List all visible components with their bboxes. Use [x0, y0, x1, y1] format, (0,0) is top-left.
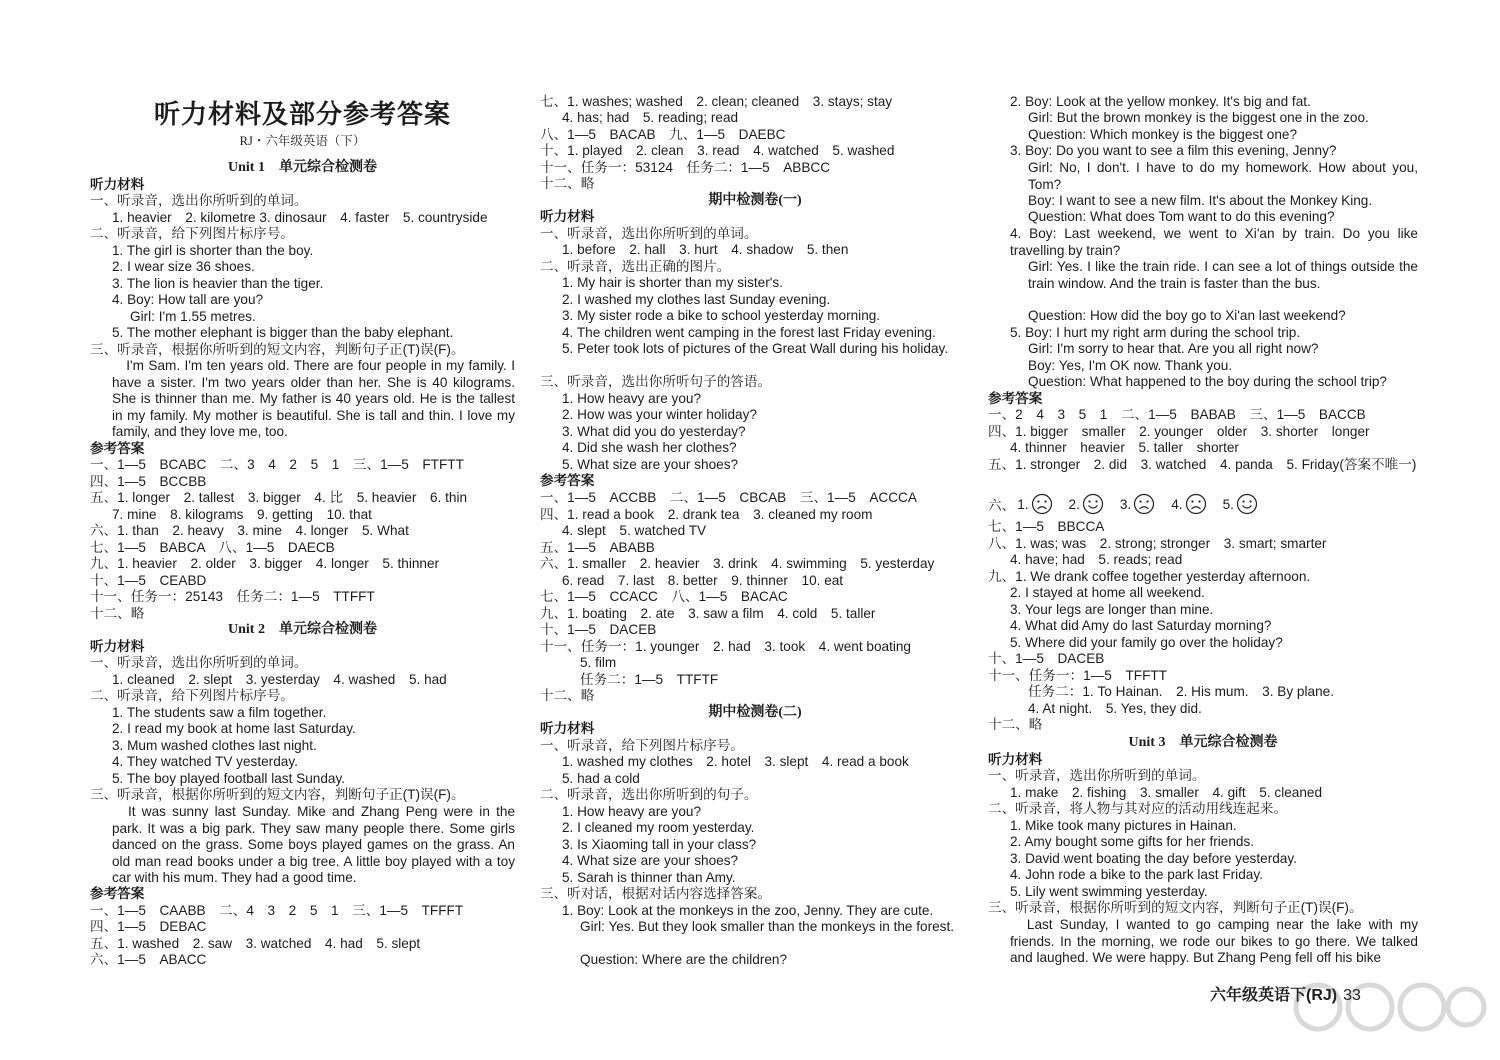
text-line: 一、听录音，给下列图片标序号。	[540, 738, 744, 753]
text-line: 3. Is Xiaoming tall in your class?	[562, 837, 757, 852]
text-line: 十、1—5 DACEB	[988, 651, 1105, 666]
text-line: 2. I cleaned my room yesterday.	[562, 820, 755, 835]
text-line: 4. What size are your shoes?	[562, 853, 739, 868]
text-line: 5. The boy played football last Sunday.	[112, 771, 346, 786]
text-line: Boy: Yes, I'm OK now. Thank you.	[1028, 358, 1233, 373]
subsection-label: 参考答案	[988, 391, 1043, 406]
text-line: 四、1—5 DEBAC	[90, 919, 207, 934]
text-line: 5. What size are your shoes?	[562, 457, 739, 472]
subsection-label: 参考答案	[90, 441, 145, 456]
text-line: 一、听录音，选出你所听到的单词。	[90, 193, 308, 208]
smiley-face-icon	[1082, 493, 1104, 515]
text-line: 2. Boy: Look at the yellow monkey. It's big and fat.	[1010, 94, 1311, 109]
text-line: 4. thinner heavier 5. taller shorter	[1010, 440, 1239, 455]
text-line: 一、听录音，选出你所听到的单词。	[90, 655, 308, 670]
text-line: Girl: But the brown monkey is the biggest one in the zoo.	[1028, 110, 1369, 125]
subsection-label: 听力材料	[540, 209, 595, 224]
text-line: Question: How did the boy go to Xi'an last weekend?	[1028, 308, 1346, 323]
text-line: 一、1—5 BCABC 二、3 4 2 5 1 三、1—5 FTFTT	[90, 457, 464, 472]
text-line: 八、1—5 BACAB 九、1—5 DAEBC	[540, 127, 786, 142]
text-line: Girl: I'm sorry to hear that. Are you all right now?	[1028, 341, 1319, 356]
subsection-label: 听力材料	[90, 177, 145, 192]
text-line: 1. Mike took many pictures in Hainan.	[1010, 818, 1237, 833]
text-line: 二、听录音，选出你所听到的句子。	[540, 787, 758, 802]
text-line: 三、听录音，根据你所听到的短文内容，判断句子正(T)误(F)。	[90, 787, 465, 802]
text-line: 三、听录音，根据你所听到的短文内容，判断句子正(T)误(F)。	[988, 900, 1363, 915]
paragraph: Girl: No, I don't. I have to do my homework. How about you, Tom?	[1028, 160, 1418, 192]
section-six-label: 六、	[988, 498, 1016, 513]
watermark-logo	[1278, 975, 1490, 1055]
text-line: 4. At night. 5. Yes, they did.	[1028, 701, 1202, 716]
text-line: 1. Boy: Look at the monkeys in the zoo, Jenny. They are cute.	[562, 903, 934, 918]
page-subtitle: RJ・六年级英语（下）	[239, 134, 366, 148]
text-line: 五、1. longer 2. tallest 3. bigger 4. 比 5. heavier 6. thin	[90, 490, 468, 505]
text-line: 4. They watched TV yesterday.	[112, 754, 298, 769]
text-line: 5. film	[580, 655, 617, 670]
text-line: 二、听录音，给下列图片标序号。	[90, 226, 294, 241]
text-line: 十、1—5 CEABD	[90, 573, 207, 588]
text-line: 2. I washed my clothes last Sunday evening.	[562, 292, 831, 307]
text-line: 六、1. smaller 2. heavier 3. drink 4. swimming 5. yesterday	[540, 556, 935, 571]
page-number: 33	[1343, 987, 1361, 1004]
text-line: 三、听对话，根据对话内容选择答案。	[540, 886, 772, 901]
section-heading: 期中检测卷(一)	[708, 193, 802, 208]
text-line: 5. Where did your family go over the holiday?	[1010, 635, 1283, 650]
text-line: 1. How heavy are you?	[562, 391, 702, 406]
text-line: 一、1—5 CAABB 二、4 3 2 5 1 三、1—5 TFFFT	[90, 903, 464, 918]
text-line: 十二、略	[540, 688, 595, 703]
sad-face-icon	[1031, 493, 1053, 515]
text-line: 十、1—5 DACEB	[540, 622, 657, 637]
subsection-label: 听力材料	[988, 752, 1043, 767]
paragraph: It was sunny last Sunday. Mike and Zhang Peng were in the park. It was a big park. They saw many people there. Some girls danced on the grass. Some boys played games on the grass. An old man read books under a big tree. A little boy played with a toy car with his mum. They had a good time.	[112, 804, 515, 886]
face-item-number: 3.	[1119, 496, 1132, 512]
text-line: 3. What did you do yesterday?	[562, 424, 746, 439]
text-line: 五、1. washed 2. saw 3. watched 4. had 5. slept	[90, 936, 421, 951]
text-line: 十一、任务一：1—5 TFFTT	[988, 668, 1167, 683]
text-line: 3. David went boating the day before yesterday.	[1010, 851, 1297, 866]
text-line: 七、1—5 BBCCA	[988, 519, 1105, 534]
text-line: 2. Amy bought some gifts for her friends.	[1010, 834, 1255, 849]
text-line: 十、1. played 2. clean 3. read 4. watched 5. washed	[540, 143, 895, 158]
text-line: 2. I stayed at home all weekend.	[1010, 585, 1205, 600]
text-line: Question: What happened to the boy during the school trip?	[1028, 374, 1387, 389]
text-line: 二、听录音，将人物与其对应的活动用线连起来。	[988, 801, 1288, 816]
face-item-number: 4.	[1171, 496, 1183, 512]
text-line: 二、听录音，给下列图片标序号。	[90, 688, 294, 703]
text-line: 一、听录音，选出你所听到的单词。	[540, 226, 758, 241]
text-line: 4. What did Amy do last Saturday morning?	[1010, 618, 1272, 633]
text-line: 十一、任务一：25143 任务二：1—5 TTFFT	[90, 589, 375, 604]
text-line: 1. washed my clothes 2. hotel 3. slept 4. read a book	[562, 754, 909, 769]
text-line: 4. slept 5. watched TV	[562, 523, 707, 538]
subsection-label: 参考答案	[540, 473, 595, 488]
paragraph: 5. Peter took lots of pictures of the Great Wall during his holiday.	[562, 341, 949, 356]
text-line: Question: What does Tom want to do this evening?	[1028, 209, 1335, 224]
text-line: Question: Where are the children?	[580, 952, 788, 967]
text-line: 二、听录音，选出正确的图片。	[540, 259, 731, 274]
paragraph: 五、1. stronger 2. did 3. watched 4. panda 5. Friday(答案不唯一)	[988, 457, 1417, 472]
text-line: 1. My hair is shorter than my sister's.	[562, 275, 783, 290]
text-line: Question: Which monkey is the biggest one?	[1028, 127, 1298, 142]
subsection-label: 参考答案	[90, 886, 145, 901]
text-line: 5. had a cold	[562, 771, 640, 786]
text-line: 六、1—5 ABACC	[90, 952, 207, 967]
paragraph: Last Sunday, I wanted to go camping near the lake with my friends. In the morning, we rode our bikes to go there. We talked and laughed. We were happy. But Zhang Peng fell off his bike	[1010, 917, 1418, 966]
text-line: 2. I read my book at home last Saturday.	[112, 721, 356, 736]
paragraph: Girl: Yes. But they look smaller than the monkeys in the forest.	[580, 919, 955, 934]
text-line: 任务二：1—5 TTFTF	[580, 672, 719, 687]
text-line: 1. cleaned 2. slept 3. yesterday 4. washed 5. had	[112, 672, 447, 687]
text-line: 6. read 7. last 8. better 9. thinner 10. eat	[562, 573, 844, 588]
text-line: 十二、略	[90, 606, 145, 621]
text-line: 一、1—5 ACCBB 二、1—5 CBCAB 三、1—5 ACCCA	[540, 490, 917, 505]
text-line: 七、1—5 BABCA 八、1—5 DAECB	[90, 540, 335, 555]
text-line: 1. make 2. fishing 3. smaller 4. gift 5. cleaned	[1010, 785, 1323, 800]
face-answers-row	[988, 493, 1272, 515]
text-line: 4. John rode a bike to the park last Friday.	[1010, 867, 1263, 882]
text-line: 任务二：1. To Hainan. 2. His mum. 3. By plane.	[1028, 684, 1334, 699]
text-line: 五、1—5 ABABB	[540, 540, 655, 555]
text-line: Girl: I'm 1.55 metres.	[130, 309, 256, 324]
sad-face-icon	[1133, 493, 1155, 515]
text-line: 四、1. read a book 2. drank tea 3. cleaned my room	[540, 507, 873, 522]
text-line: 5. Sarah is thinner than Amy.	[562, 870, 736, 885]
face-item-number: 5.	[1222, 496, 1234, 512]
text-line: 一、2 4 3 5 1 二、1—5 BABAB 三、1—5 BACCB	[988, 407, 1366, 422]
section-heading: Unit 1 单元综合检测卷	[228, 160, 377, 175]
face-item-number: 2.	[1068, 496, 1080, 512]
paragraph: 4. Boy: Last weekend, we went to Xi'an by train. Do you like travelling by train?	[1010, 226, 1418, 258]
smiley-face-icon	[1236, 493, 1258, 515]
text-line: 七、1—5 CCACC 八、1—5 BACAC	[540, 589, 788, 604]
text-line: 4. has; had 5. reading; read	[562, 110, 739, 125]
text-line: 4. The children went camping in the forest last Friday evening.	[562, 325, 936, 340]
text-line: 九、1. boating 2. ate 3. saw a film 4. cold 5. taller	[540, 606, 876, 621]
text-line: 四、1—5 BCCBB	[90, 474, 207, 489]
text-line: 4. Boy: How tall are you?	[112, 292, 264, 307]
text-line: 4. Did she wash her clothes?	[562, 440, 737, 455]
text-line: 六、1. than 2. heavy 3. mine 4. longer 5. What	[90, 523, 409, 538]
text-line: 三、听录音，根据你所听到的短文内容，判断句子正(T)误(F)。	[90, 342, 465, 357]
text-line: 1. How heavy are you?	[562, 804, 702, 819]
text-line: Boy: I want to see a new film. It's about the Monkey King.	[1028, 193, 1373, 208]
text-line: 九、1. heavier 2. older 3. bigger 4. longer 5. thinner	[90, 556, 440, 571]
sad-face-icon	[1185, 493, 1207, 515]
text-line: 4. have; had 5. reads; read	[1010, 552, 1183, 567]
book-label: 六年级英语下(RJ)	[1210, 987, 1338, 1004]
text-line: 九、1. We drank coffee together yesterday afternoon.	[988, 569, 1311, 584]
text-line: 十一、任务一：1. younger 2. had 3. took 4. went boating	[540, 639, 911, 654]
face-item-number: 1.	[1017, 496, 1029, 512]
text-line: 一、听录音，选出你所听到的单词。	[988, 768, 1206, 783]
text-line: 2. How was your winter holiday?	[562, 407, 757, 422]
text-line: 七、1. washes; washed 2. clean; cleaned 3. stays; stay	[540, 94, 893, 109]
text-line: 3. Mum washed clothes last night.	[112, 738, 317, 753]
paragraph: Girl: Yes. I like the train ride. I can see a lot of things outside the train window. And the train is faster than the bus.	[1028, 259, 1418, 291]
text-line: 2. I wear size 36 shoes.	[112, 259, 255, 274]
page-title: 听力材料及部分参考答案	[153, 100, 451, 129]
text-line: 3. Your legs are longer than mine.	[1010, 602, 1214, 617]
text-line: 5. Boy: I hurt my right arm during the school trip.	[1010, 325, 1301, 340]
text-line: 四、1. bigger smaller 2. younger older 3. shorter longer	[988, 424, 1370, 439]
text-line: 3. The lion is heavier than the tiger.	[112, 276, 324, 291]
paragraph: I'm Sam. I'm ten years old. There are four people in my family. I have a sister. I'm two years older than her. She is 40 kilograms. She is thinner than me. My father is 40 years old. He is the tallest in my family. My mother is beautiful. She is tall and thin. I love my family, and they love me, too.	[112, 358, 515, 440]
text-line: 5. The mother elephant is bigger than the baby elephant.	[112, 325, 454, 340]
section-heading: 期中检测卷(二)	[708, 705, 802, 720]
text-line: 十二、略	[540, 176, 595, 191]
section-heading: Unit 3 单元综合检测卷	[1128, 735, 1278, 750]
subsection-label: 听力材料	[540, 721, 595, 736]
text-line: 八、1. was; was 2. strong; stronger 3. smart; smarter	[988, 536, 1327, 551]
text-line: 3. Boy: Do you want to see a film this evening, Jenny?	[1010, 143, 1337, 158]
text-line: 1. The students saw a film together.	[112, 705, 327, 720]
text-line: 十一、任务一：53124 任务二：1—5 ABBCC	[540, 160, 831, 175]
text-line: 三、听录音，选出你所听句子的答语。	[540, 374, 772, 389]
section-heading: Unit 2 单元综合检测卷	[228, 622, 377, 637]
text-line: 7. mine 8. kilograms 9. getting 10. that	[112, 507, 372, 522]
subsection-label: 听力材料	[90, 639, 145, 654]
text-line: 3. My sister rode a bike to school yesterday morning.	[562, 308, 881, 323]
text-line: 1. before 2. hall 3. hurt 4. shadow 5. then	[562, 242, 849, 257]
text-line: 5. Lily went swimming yesterday.	[1010, 884, 1208, 899]
text-line: 十二、略	[988, 717, 1043, 732]
text-line: 1. The girl is shorter than the boy.	[112, 243, 314, 258]
text-line: 1. heavier 2. kilometre 3. dinosaur 4. faster 5. countryside	[112, 210, 488, 225]
